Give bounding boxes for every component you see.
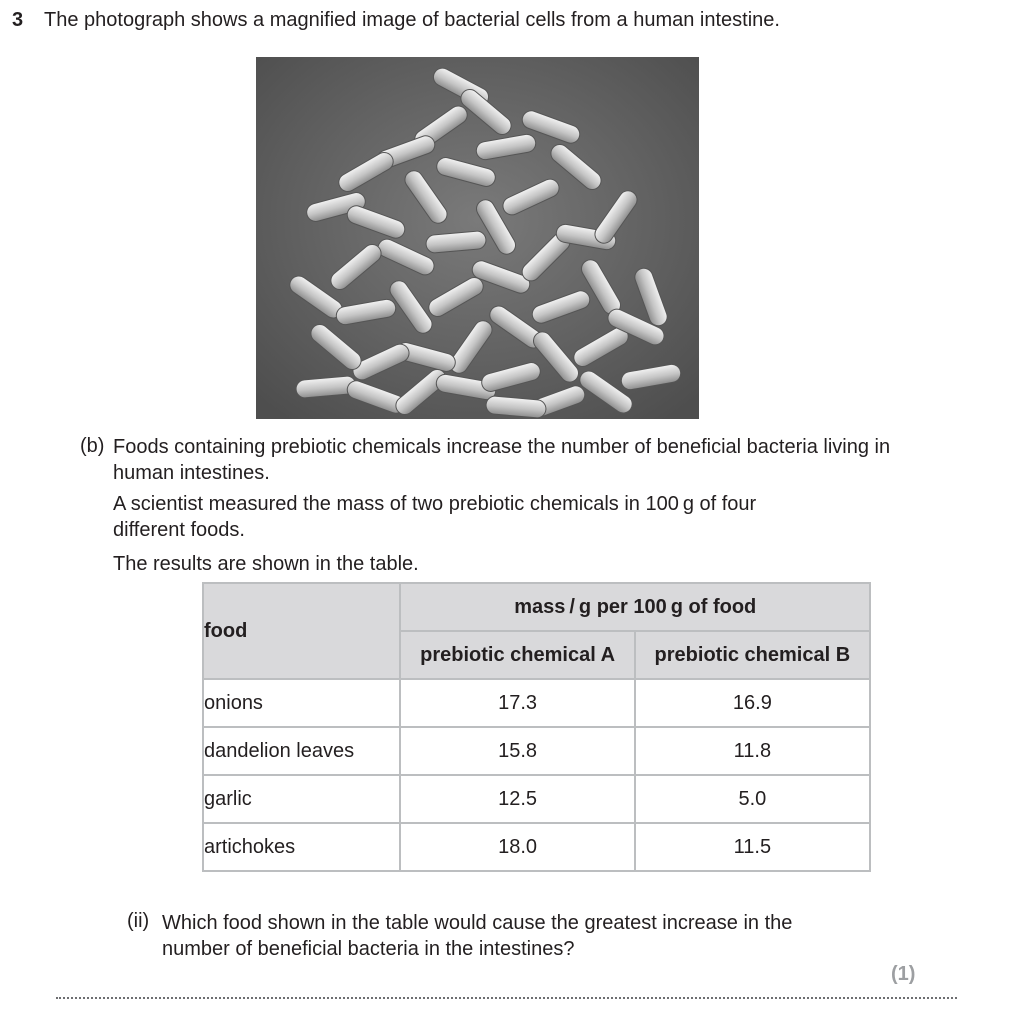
food-header: food: [203, 583, 400, 679]
bacteria-micrograph-icon: [256, 57, 699, 419]
chemical-b-cell: 11.8: [635, 727, 870, 775]
table-row: [203, 775, 870, 823]
part-ii-question: Which food shown in the table would cause the greatest increase in the number of beneficial bacteria in the intestines?: [162, 912, 793, 960]
part-b-label: (b): [80, 435, 105, 457]
table-row: [203, 823, 870, 871]
food-cell: onions: [203, 679, 400, 727]
chemical-a-cell: 18.0: [400, 823, 634, 871]
food-cell: dandelion leaves: [203, 727, 400, 775]
part-b-paragraph-1: Foods containing prebiotic chemicals increase the number of beneficial bacteria living in human intestines.: [113, 436, 891, 484]
chemical-a-cell: 17.3: [400, 679, 634, 727]
chemical-b-cell: 11.5: [635, 823, 870, 871]
marks-indicator: (1): [891, 963, 916, 985]
table-row: [203, 679, 870, 727]
chemical-a-cell: 12.5: [400, 775, 634, 823]
part-b-paragraph-2: A scientist measured the mass of two prebiotic chemicals in 100 g of four different foods.: [113, 493, 757, 541]
chemical-b-header: prebiotic chemical B: [635, 631, 870, 679]
question-stem: The photograph shows a magnified image of bacterial cells from a human intestine.: [44, 9, 780, 31]
chemical-b-cell: 5.0: [635, 775, 870, 823]
chemical-b-cell: 16.9: [635, 679, 870, 727]
part-b-paragraph-3: The results are shown in the table.: [113, 553, 419, 575]
part-ii-label: (ii): [127, 910, 150, 932]
mass-header: mass / g per 100 g of food: [400, 583, 870, 631]
food-cell: artichokes: [203, 823, 400, 871]
chemical-a-header: prebiotic chemical A: [400, 631, 634, 679]
chemical-a-cell: 15.8: [400, 727, 634, 775]
table-row: [203, 727, 870, 775]
results-table: [202, 582, 871, 872]
food-cell: garlic: [203, 775, 400, 823]
bacteria-photograph: [256, 57, 699, 419]
answer-line[interactable]: [56, 997, 957, 999]
question-number: 3: [12, 9, 24, 31]
